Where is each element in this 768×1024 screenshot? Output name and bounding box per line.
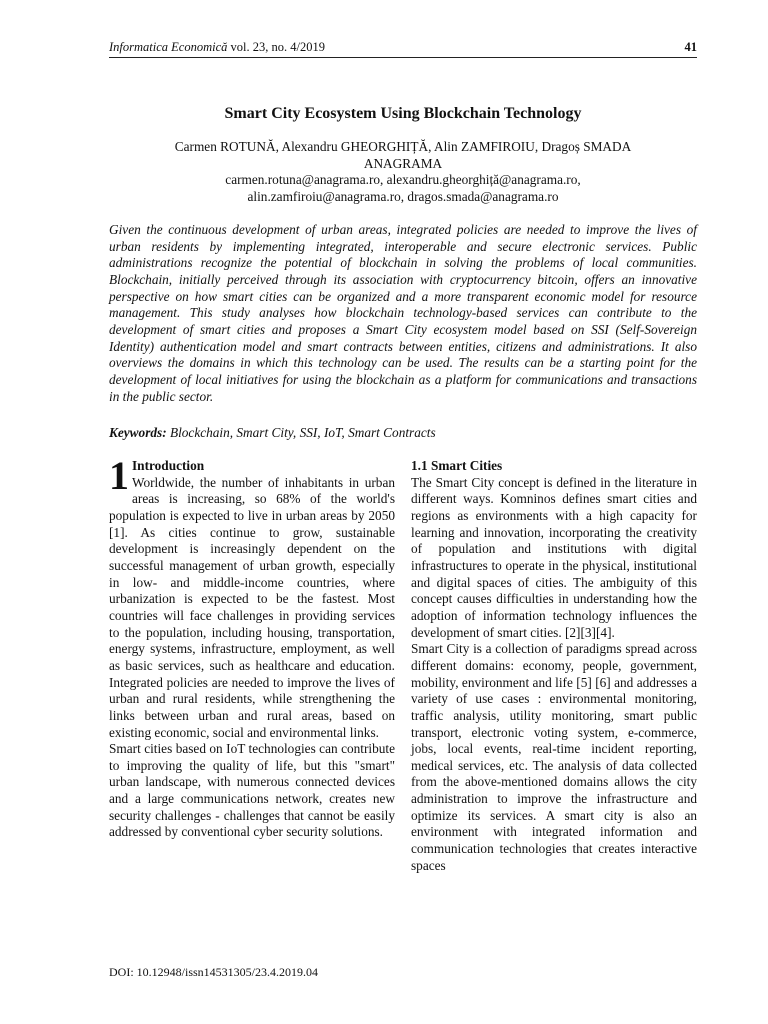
author-block [109,139,697,205]
section-number-dropcap: 1 [109,453,129,498]
paper-title: Smart City Ecosystem Using Blockchain Technology [224,105,582,122]
keywords-value: Blockchain, Smart City, SSI, IoT, Smart Contracts [166,425,436,440]
running-header [109,40,697,58]
smart-cities-heading: 1.1 Smart Cities [411,458,503,473]
abstract: Given the continuous development of urban areas, integrated policies are needed to improve the lives of urban residents by implementing integrated, interoperable and secure electronic services. Public administrations recognize the potential of blockchain in solving the problems of local communities. Blockchain, initially perceived through its association with cryptocurrency bitcoin, offers an innovative perspective on how smart cities can be organized and a more transparent economic model for resource management. This study analyses how blockchain technology-based services can contribute to the development of smart cities and proposes a Smart City ecosystem model based on SSI (Self-Sovereign Identity) authentication model and smart contracts between entities, citizens and administrations. It also overviews the domains in which this technology can be used. The results can be a starting point for the development of local initiatives for using the blockchain as a platform for communications and transactions in the public sector. [109,222,697,404]
keywords-label: Keywords: [109,425,167,440]
author-names: Carmen ROTUNĂ, Alexandru GHEORGHIȚĂ, Alin ZAMFIROIU, Dragoș SMADA [174,139,632,154]
page-number: 41 [684,40,697,54]
journal-issue: vol. 23, no. 4/2019 [227,40,325,54]
keywords [109,425,697,442]
intro-paragraph-2: Smart cities based on IoT technologies can contribute to improving the quality of life, but this "smart" urban landscape, with numerous connected devices and a large communications network, creates new security challenges - challenges that cannot be easily addressed by conventional cyber security solutions. [109,741,395,840]
smart-cities-paragraph-2: Smart City is a collection of paradigms spread across different domains: economy, people, government, mobility, environment and life [5] [6] and addresses a variety of use cases : environmental monitoring, traffic analysis, utility monitoring, smart public transport, electronic voting system, e-commerce, jobs, local events, real-time incident reporting, medical services, etc. The analysis of data collected from the above-mentioned domains allows the city administration to improve the infrastructure and optimize its services. A smart city is also an environment with integrated information and communication technologies that creates interactive spaces [411,641,697,873]
journal-info [109,40,325,55]
intro-heading: Introduction [132,458,205,473]
author-affiliation: ANAGRAMA [363,155,443,171]
journal-name: Informatica Economică [109,40,228,54]
left-column [109,453,395,841]
right-column [411,458,697,874]
intro-paragraph-1-text: Worldwide, the number of inhabitants in urban areas is increasing, so 68% of the world's population is expected to live in urban areas by 2050 [1]. As cities continue to grow, sustainable development is increasingly dependent on the successful management of urban growth, especially in low- and middle-income countries, where urbanization is expected to be the fastest. Most countries will face challenges in providing services to the population, including housing, transportation, energy systems, infrastructure, employment, as well as basic services, such as healthcare and education. Integrated policies are needed to improve the lives of urban and rural residents, while strengthening the links between urban and rural areas, based on existing economic, social and environmental links. [109,474,395,740]
smart-cities-paragraph-1: The Smart City concept is defined in the literature in different ways. Komninos defines smart cities and regions as environments with a high capacity for learning and innovation, incorporating the creativity of population and institutions with digital infrastructures to operate in the physical, institutional and digital spaces of cities. The ambiguity of this concept causes difficulties in understanding how the adoption of information technology influences the development of smart cities. [2][3][4]. [411,474,697,640]
intro-paragraph-1 [109,453,395,741]
author-emails-line2: alin.zamfiroiu@anagrama.ro, dragos.smada@anagrama.ro [247,188,559,204]
author-emails-line1: carmen.rotuna@anagrama.ro, alexandru.gheorghiță@anagrama.ro, [225,172,581,188]
doi-footer: DOI: 10.12948/issn14531305/23.4.2019.04 [109,965,319,979]
